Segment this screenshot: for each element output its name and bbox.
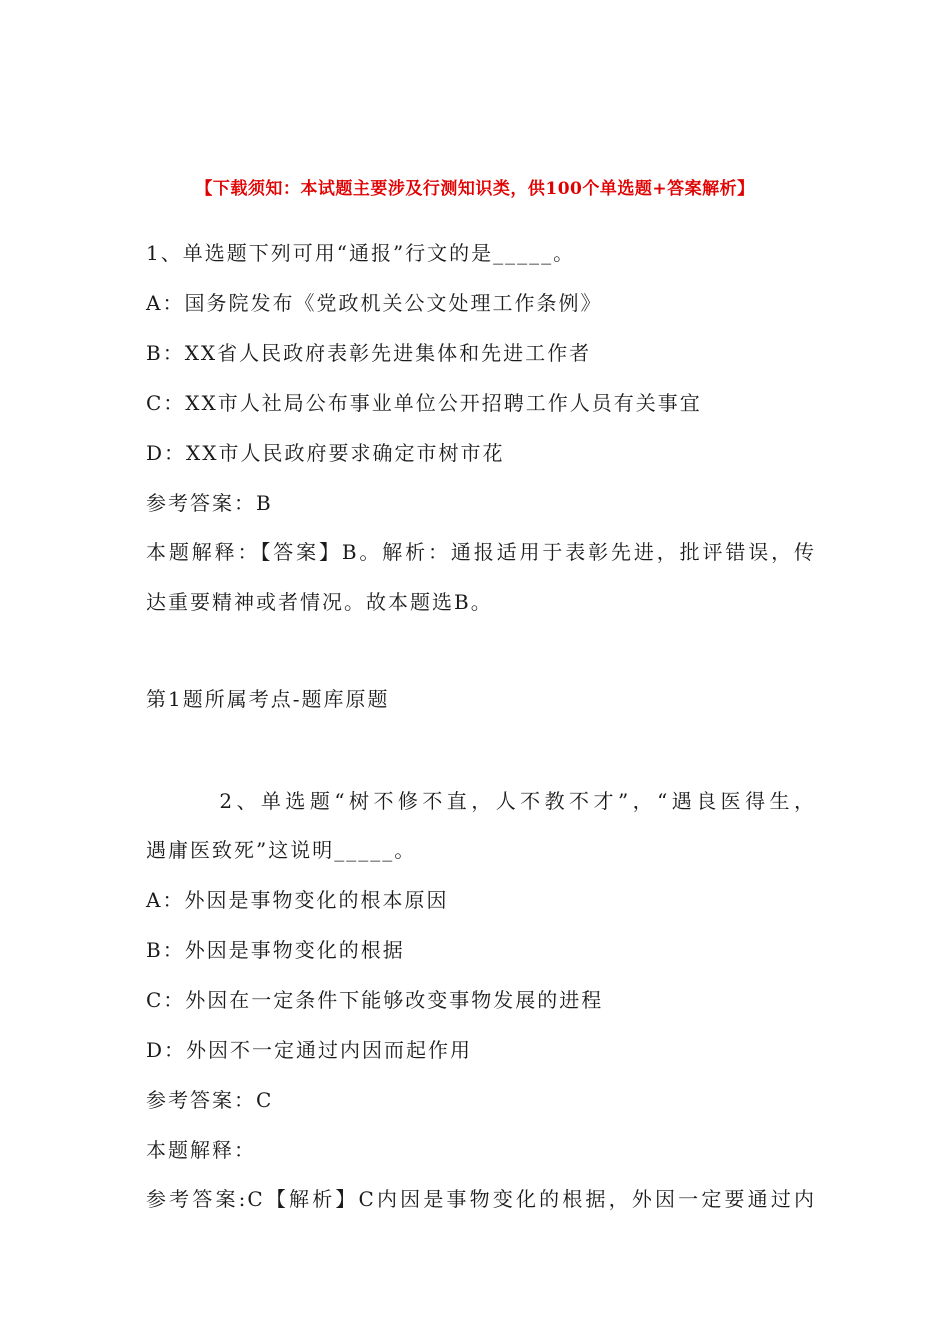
question-2-line-1: 2、单选题“树不修不直，人不教不才”，“遇良医得生， xyxy=(146,789,816,813)
question-1-knowledge-point: 第1题所属考点-题库原题 xyxy=(146,687,390,711)
question-1-option-b: B：XX省人民政府表彰先进集体和先进工作者 xyxy=(146,341,592,365)
question-1-option-d: D：XX市人民政府要求确定市树市花 xyxy=(146,441,505,465)
question-2-line-2: 遇庸医致死”这说明_____。 xyxy=(146,838,417,862)
question-2-option-a: A：外因是事物变化的根本原因 xyxy=(146,888,449,912)
question-1-explanation-line-2: 达重要精神或者情况。故本题选B。 xyxy=(146,590,493,614)
question-1-option-a: A：国务院发布《党政机关公文处理工作条例》 xyxy=(146,291,603,315)
download-notice: 【下载须知：本试题主要涉及行测知识类，供100个单选题+答案解析】 xyxy=(195,179,755,199)
question-1: 1、单选题下列可用“通报”行文的是_____。 xyxy=(146,241,576,265)
question-2-option-d: D：外因不一定通过内因而起作用 xyxy=(146,1038,473,1062)
question-2-explanation-line-1: 参考答案:C【解析】C内因是事物变化的根据，外因一定要通过内 xyxy=(146,1187,816,1211)
question-2-explanation-label: 本题解释： xyxy=(146,1138,256,1162)
question-1-explanation-line-1: 本题解释：【答案】B。解析：通报适用于表彰先进，批评错误，传 xyxy=(146,540,816,564)
question-1-option-c: C：XX市人社局公布事业单位公开招聘工作人员有关事宜 xyxy=(146,391,702,415)
question-2-answer: 参考答案：C xyxy=(146,1088,274,1112)
question-2-option-b: B：外因是事物变化的根据 xyxy=(146,938,405,962)
question-2-option-c: C：外因在一定条件下能够改变事物发展的进程 xyxy=(146,988,604,1012)
question-1-answer: 参考答案：B xyxy=(146,491,273,515)
